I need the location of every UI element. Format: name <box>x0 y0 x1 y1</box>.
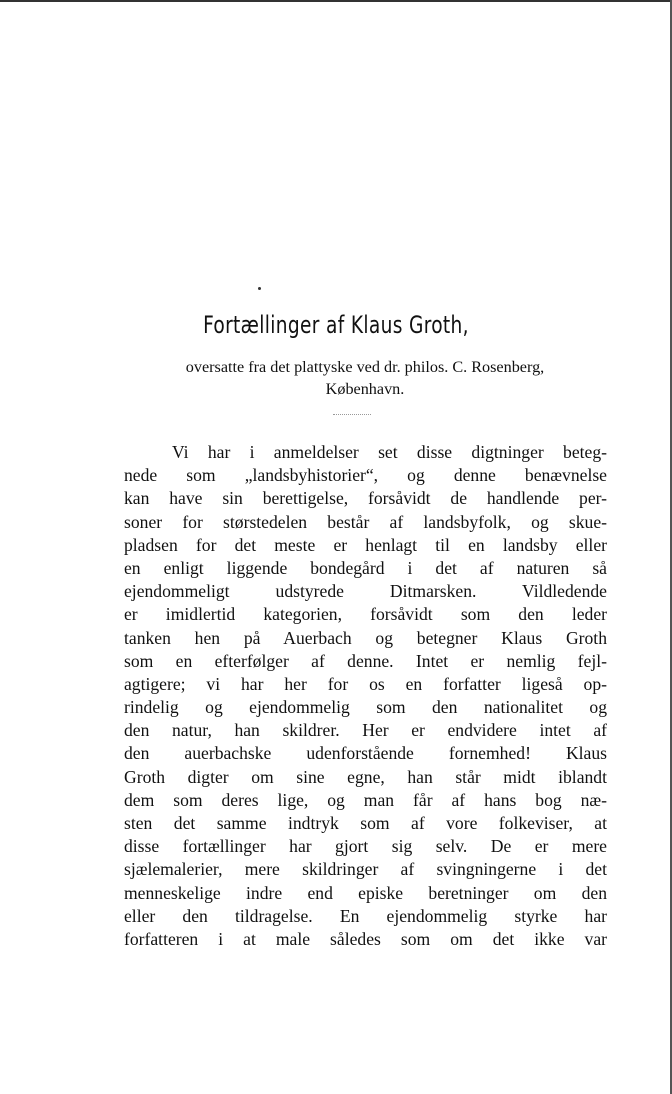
subtitle-line-2: København. <box>325 380 405 398</box>
separator-rule <box>333 414 371 415</box>
text-line: ejendommeligt udstyrede Ditmarsken. Vildledende <box>124 581 607 602</box>
text-line: den auerbachske udenforstående fornemhed! Klaus <box>124 743 607 764</box>
text-line: tanken hen på Auerbach og betegner Klaus Groth <box>124 627 607 648</box>
text-line: en enligt liggende bondegård i det af naturen så <box>124 557 607 578</box>
body-paragraph <box>124 441 607 951</box>
article-title: Fortællinger af Klaus Groth, <box>203 311 469 339</box>
text-line: er imidlertid kategorien, forsåvidt som den leder <box>124 604 607 625</box>
text-line: eller den tildragelse. En ejendommelig styrke har <box>124 905 607 926</box>
text-line: disse fortællinger har gjort sig selv. De er mere <box>124 836 607 857</box>
text-line: Vi har i anmeldelser set disse digtninger beteg- <box>172 442 607 462</box>
text-line: menneskelige indre end episke beretninger om den <box>124 882 607 903</box>
page-top-edge <box>0 0 672 2</box>
text-line: sten det samme indtryk som af vore folkeviser, at <box>124 813 607 833</box>
text-line: Groth digter om sine egne, han står midt iblandt <box>124 766 607 787</box>
text-line: den natur, han skildrer. Her er endvidere intet af <box>124 720 607 741</box>
text-line: forfatteren i at male således som om det ikke var <box>124 928 607 949</box>
article-subtitle <box>130 356 600 400</box>
text-line: sjælemalerier, mere skildringer af svingningerne i det <box>124 859 607 880</box>
print-speck <box>258 287 261 290</box>
text-line: som en efterfølger af denne. Intet er nemlig fejl- <box>124 650 607 671</box>
text-line: kan have sin berettigelse, forsåvidt de handlende per- <box>124 488 607 509</box>
text-line: agtigere; vi har her for os en forfatter ligeså op- <box>124 673 607 694</box>
text-line: pladsen for det meste er henlagt til en landsby eller <box>124 534 607 555</box>
text-line: soner for størstedelen består af landsbyfolk, og skue- <box>124 511 607 532</box>
text-line: rindelig og ejendommelig som den nationalitet og <box>124 697 607 718</box>
text-line: dem som deres lige, og man får af hans bog næ- <box>124 789 607 810</box>
text-line: nede som „landsbyhistorier“, og denne benævnelse <box>124 465 607 486</box>
subtitle-line-1: oversatte fra det plattyske ved dr. philos. C. Rosenberg, <box>185 358 545 376</box>
